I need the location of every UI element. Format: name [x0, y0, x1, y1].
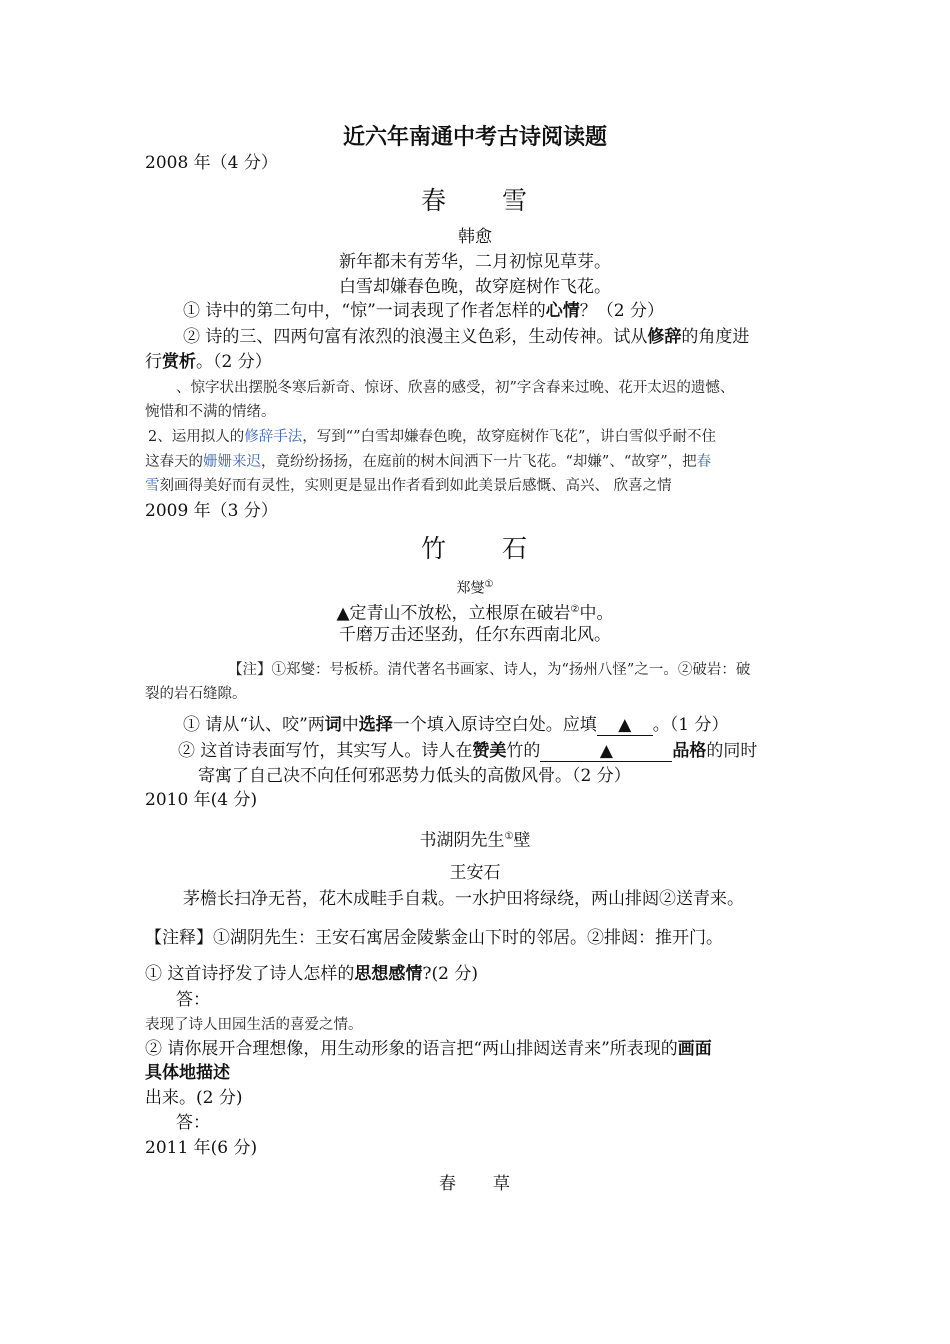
question-keyword: 品格 [672, 741, 707, 761]
note-2009: 【注】①郑燮：号板桥。清代著名书画家、诗人，为“扬州八怪”之一。②破岩：破 [228, 662, 751, 678]
poem-title-spring-snow: 春 雪 [420, 186, 529, 215]
year-2009-heading: 2009 年（3 分） [145, 501, 278, 521]
poem-line: 千磨万击还坚劲，任尔东西南北风。 [339, 625, 611, 645]
poem-line: 新年都未有芳华，二月初惊见草芽。 [339, 252, 611, 272]
question-keyword: 画面 [677, 1039, 712, 1059]
answer-link-text: 姗姗来迟 [203, 454, 261, 470]
year-2008-heading: 2008 年（4 分） [145, 153, 278, 173]
question-text: ?(2 分) [422, 964, 479, 984]
poem-title-text: 壁 [513, 830, 531, 851]
poem-title-spring-grass: 春 草 [439, 1174, 511, 1194]
question-2008-1 [183, 300, 664, 322]
poem-title-huyin [0, 826, 950, 852]
answer-link-text: 雪 [145, 478, 160, 494]
poem-author-zhengxie [0, 574, 950, 600]
poem-text-huyin: 茅檐长扫净无苔，花木成畦手自栽。一水护田将绿绕，两山排闼②送青来。 [183, 889, 744, 909]
answer-2010-1: 表现了诗人田园生活的喜爱之情。 [145, 1017, 363, 1033]
poem-title-text: 书湖阴先生 [419, 830, 505, 851]
answer-2008-2-cont [145, 475, 672, 497]
question-keyword: 心情 [545, 301, 580, 321]
answer-2008-1-cont: 惋惜和不满的情绪。 [145, 404, 276, 420]
question-2009-2 [178, 740, 757, 762]
question-2010-2-cont [145, 1062, 230, 1084]
question-keyword: 选择 [358, 715, 393, 735]
question-text: 行 [145, 352, 162, 372]
question-text: 一个填入原诗空白处。应填 [392, 715, 597, 735]
poem-author-wanganshi: 王安石 [449, 863, 501, 883]
question-text: 的角度进 [681, 327, 750, 347]
question-text: ② 请你展开合理想像，用生动形象的语言把“两山排闼送青来”所表现的 [145, 1039, 678, 1059]
note-2009-cont: 裂的岩石缝隙。 [145, 686, 247, 702]
question-2010-1 [145, 963, 478, 985]
question-text: 。（2 分） [196, 352, 272, 372]
question-text: ② 诗的三、四两句富有浓烈的浪漫主义色彩，生动传神。试从 [183, 327, 648, 347]
answer-link-text: 春 [696, 454, 712, 470]
question-2009-2-cont: 寄寓了自己决不向任何邪恶势力低头的高傲风骨。（2 分） [198, 766, 631, 786]
question-keyword: 赞美 [472, 741, 507, 761]
question-text: ① 诗中的第二句中，“惊”一词表现了作者怎样的 [183, 301, 546, 321]
footnote-marker: ② [570, 604, 580, 615]
question-text: ② 这首诗表面写竹，其实写人。诗人在 [178, 741, 473, 761]
question-text: 竹的 [506, 741, 541, 761]
answer-2008-2 [148, 426, 716, 448]
question-text: 的同时 [706, 741, 758, 761]
question-2010-2 [145, 1038, 712, 1060]
question-keyword: 具体地描述 [145, 1063, 230, 1083]
answer-blank[interactable]: ▲ [540, 741, 672, 762]
question-keyword: 修辞 [647, 327, 682, 347]
answer-text: ，竟纷纷扬扬，在庭前的树木间洒下一片飞花。“却嫌”、“故穿”，把 [261, 454, 697, 470]
question-keyword: 思想感情 [354, 964, 423, 984]
author-name: 郑燮 [456, 580, 485, 597]
poem-title-bamboo-stone: 竹 石 [420, 534, 529, 563]
poem-text: 中。 [579, 603, 614, 624]
answer-text: 这春天的 [145, 454, 203, 470]
answer-2008-1: 、惊字状出摆脱冬寒后新奇、惊讶、欣喜的感受，初”字含春来过晚、花开太迟的遗憾、 [176, 380, 735, 396]
question-2009-1 [183, 714, 729, 736]
poem-line [0, 599, 950, 625]
answer-text: 2、运用拟人的 [148, 429, 245, 445]
year-2011-heading: 2011 年(6 分) [145, 1138, 258, 1158]
question-2010-2-cont: 出来。(2 分) [145, 1088, 243, 1108]
question-text: ？（2 分） [579, 301, 665, 321]
question-text: 。（1 分） [652, 715, 729, 735]
poem-author-hanyu: 韩愈 [458, 227, 492, 247]
question-2008-2 [183, 326, 749, 348]
question-text: 中 [341, 715, 359, 735]
answer-text: 刻画得美好而有灵性，实则更是显出作者看到如此美景后感慨、高兴、 欣喜之情 [159, 478, 672, 494]
note-2010: 【注释】①湖阴先生：王安石寓居金陵紫金山下时的邻居。②排闼：推开门。 [145, 928, 723, 948]
answer-2008-2-cont [145, 451, 711, 473]
poem-text: ▲定青山不放松，立根原在破岩 [336, 603, 571, 624]
question-keyword: 词 [324, 715, 342, 735]
answer-label: 答： [176, 990, 210, 1010]
question-keyword: 赏析 [162, 352, 196, 372]
question-text: ① 请从“认、咬”两 [183, 715, 325, 735]
footnote-marker: ① [504, 831, 514, 842]
question-2008-2-cont [145, 351, 272, 373]
footnote-marker: ① [484, 579, 494, 590]
answer-link-text: 修辞手法 [244, 429, 303, 445]
poem-line: 白雪却嫌春色晚，故穿庭树作飞花。 [339, 277, 611, 297]
answer-blank[interactable]: ▲ [597, 715, 653, 736]
question-text: ① 这首诗抒发了诗人怎样的 [145, 964, 355, 984]
year-2010-heading: 2010 年(4 分) [145, 790, 258, 810]
page-title: 近六年南通中考古诗阅读题 [342, 124, 607, 150]
answer-label: 答： [176, 1113, 210, 1133]
answer-text: ，写到“”白雪却嫌春色晚，故穿庭树作飞花”，讲白雪似乎耐不住 [302, 429, 716, 445]
